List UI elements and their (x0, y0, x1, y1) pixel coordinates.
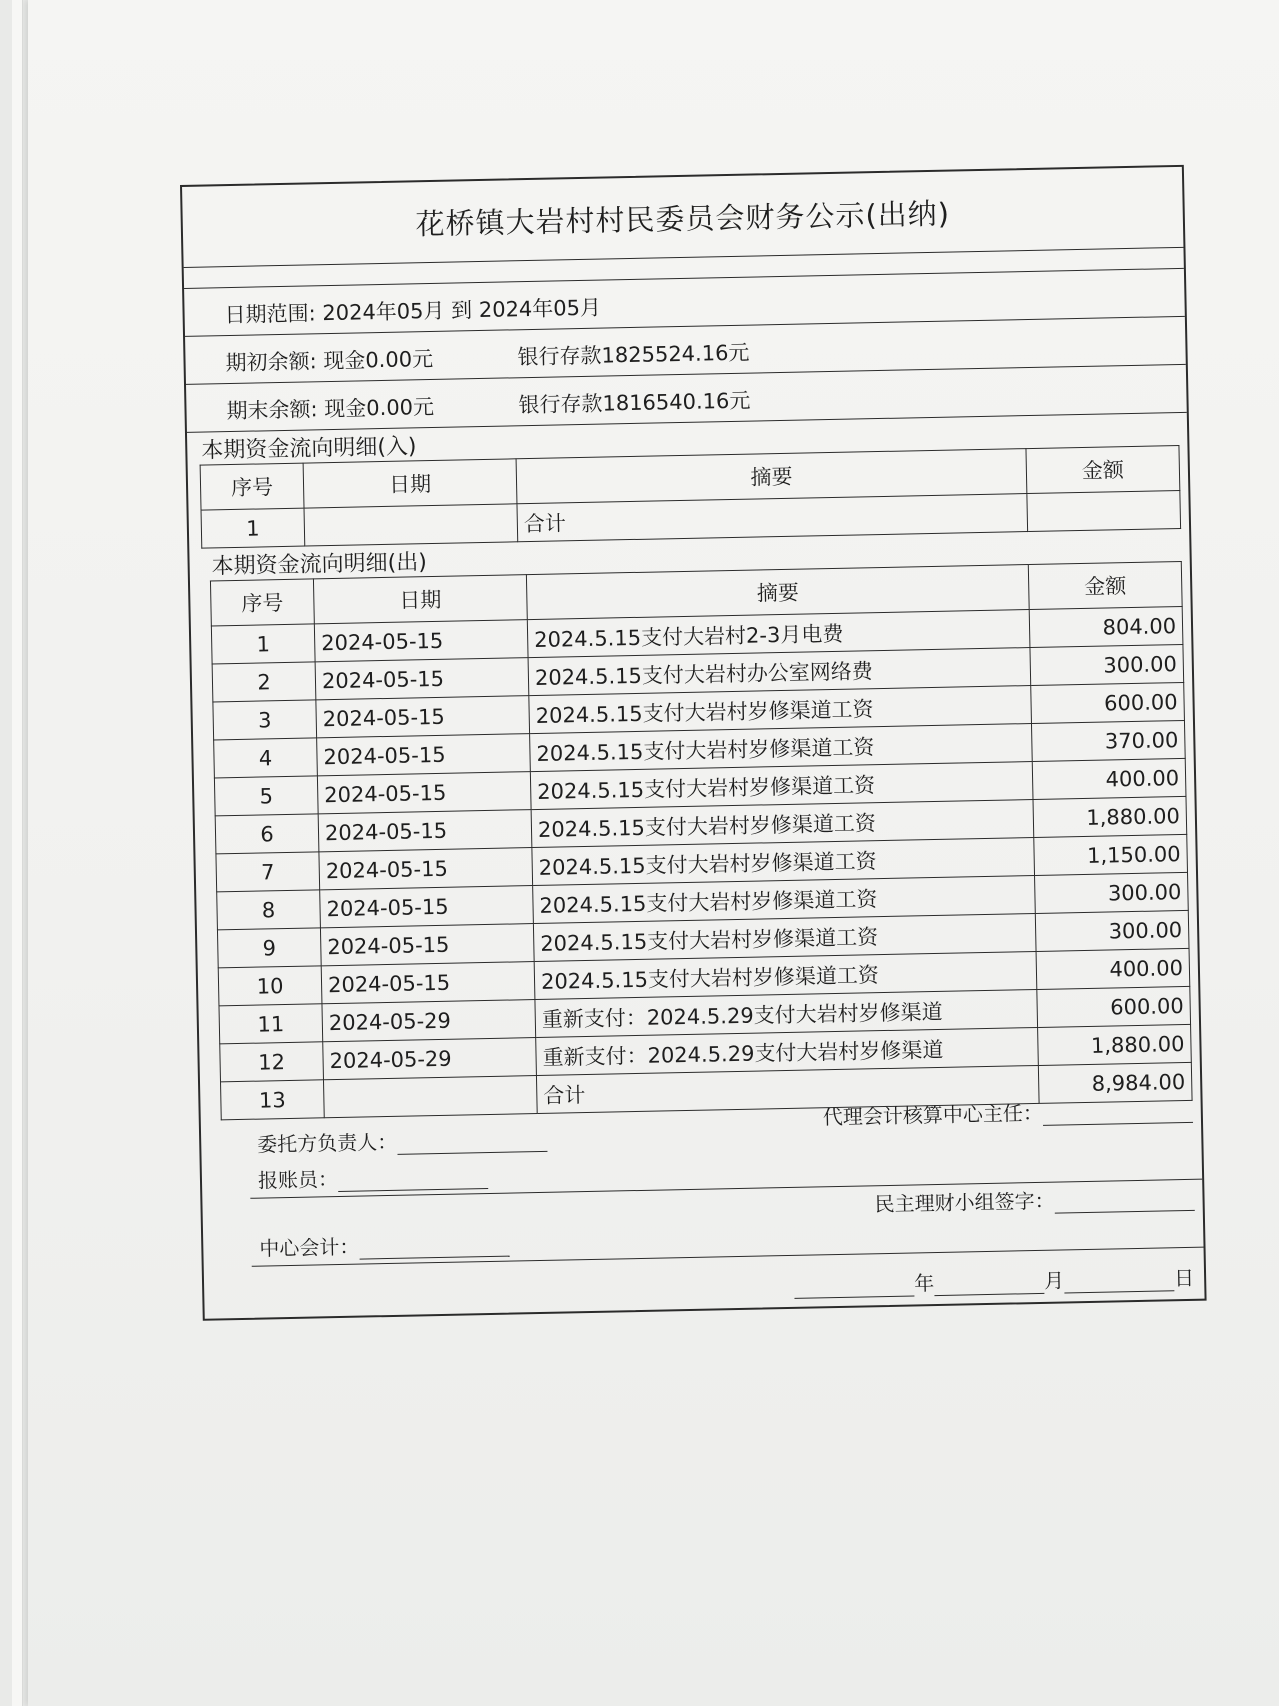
row-amount: 8,984.00 (1038, 1062, 1192, 1103)
row-amount: 300.00 (1035, 872, 1189, 913)
row-no: 9 (217, 928, 321, 968)
row-no: 13 (221, 1080, 325, 1120)
row-amount: 1,880.00 (1033, 796, 1187, 837)
row-amount: 300.00 (1035, 910, 1189, 951)
row-date (323, 1076, 537, 1118)
header-amount: 金额 (1028, 561, 1182, 609)
expense-table (210, 561, 1193, 1120)
row-date: 2024-05-15 (317, 772, 531, 814)
year-label: 年 (913, 1271, 935, 1296)
row-amount: 1,880.00 (1038, 1024, 1192, 1065)
row-summary: 重新支付：2024.5.29支付大岩村岁修渠道 (536, 1027, 1039, 1075)
row-amount: 804.00 (1029, 606, 1183, 647)
row-summary: 合计 (536, 1065, 1039, 1113)
row-date: 2024-05-15 (317, 734, 531, 776)
row-date (304, 504, 518, 546)
row-summary: 2024.5.15支付大岩村岁修渠道工资 (531, 800, 1034, 848)
row-no: 4 (214, 738, 318, 778)
row-date: 2024-05-29 (323, 1038, 537, 1080)
header-summary: 摘要 (516, 449, 1027, 504)
row-date: 2024-05-15 (316, 696, 530, 738)
year-line[interactable] (794, 1275, 914, 1298)
row-date: 2024-05-29 (322, 1000, 536, 1042)
signature-area (201, 1101, 1205, 1319)
row-amount: 400.00 (1032, 758, 1186, 799)
row-summary: 合计 (517, 494, 1028, 542)
row-no: 10 (218, 966, 322, 1006)
month-label: 月 (1043, 1268, 1065, 1293)
day-line[interactable] (1064, 1270, 1174, 1293)
reporter-signature-line[interactable] (338, 1168, 488, 1192)
row-amount: 1,150.00 (1034, 834, 1188, 875)
principal-label: 委托方负责人： (257, 1129, 398, 1157)
opening-cash: 期初余额: 现金0.00元 (225, 346, 434, 376)
row-amount: 600.00 (1037, 986, 1191, 1027)
header-amount: 金额 (1026, 446, 1180, 494)
row-no: 2 (212, 662, 316, 702)
row-summary: 2024.5.15支付大岩村岁修渠道工资 (533, 875, 1036, 923)
reporter-label: 报账员： (257, 1167, 339, 1193)
row-date: 2024-05-15 (320, 924, 534, 966)
row-summary: 2024.5.15支付大岩村岁修渠道工资 (534, 951, 1037, 999)
row-summary: 重新支付：2024.5.29支付大岩村岁修渠道 (535, 989, 1038, 1037)
expense-section-title: 本期资金流向明细(出) (211, 550, 428, 580)
header-date: 日期 (313, 575, 527, 624)
row-amount (1027, 490, 1181, 531)
underlying-sheet-edge (12, 0, 23, 1706)
center-director-label: 代理会计核算中心主任： (822, 1100, 1044, 1130)
finance-group-label: 民主理财小组签字： (874, 1188, 1055, 1217)
day-label: 日 (1173, 1265, 1195, 1291)
income-section-title: 本期资金流向明细(入) (201, 434, 417, 464)
row-no: 1 (201, 508, 305, 548)
row-no: 5 (214, 776, 318, 816)
row-date: 2024-05-15 (319, 848, 533, 890)
row-date: 2024-05-15 (314, 620, 528, 662)
closing-cash: 期末余额: 现金0.00元 (226, 394, 435, 424)
principal-signature-line[interactable] (397, 1131, 547, 1155)
center-accountant-label: 中心会计： (259, 1234, 360, 1261)
month-line[interactable] (934, 1273, 1044, 1296)
date-range: 日期范围: 2024年05月 到 2024年05月 (224, 295, 602, 328)
row-no: 8 (217, 890, 321, 930)
row-date: 2024-05-15 (320, 886, 534, 928)
row-amount: 600.00 (1031, 682, 1185, 723)
row-no: 12 (220, 1042, 324, 1082)
row-amount: 400.00 (1036, 948, 1190, 989)
form-title: 花桥镇大岩村村民委员会财务公示(出纳) (182, 167, 1183, 268)
opening-bank: 银行存款1825524.16元 (517, 340, 750, 370)
finance-group-signature-line[interactable] (1054, 1190, 1194, 1214)
row-no: 1 (211, 624, 315, 664)
header-date: 日期 (303, 459, 517, 508)
row-no: 6 (215, 814, 319, 854)
row-date: 2024-05-15 (315, 658, 529, 700)
row-summary: 2024.5.15支付大岩村岁修渠道工资 (530, 724, 1033, 772)
closing-bank: 银行存款1816540.16元 (518, 388, 751, 418)
header-summary: 摘要 (526, 565, 1029, 620)
row-summary: 2024.5.15支付大岩村办公室网络费 (528, 648, 1031, 696)
row-summary: 2024.5.15支付大岩村2-3月电费 (527, 610, 1030, 658)
row-summary: 2024.5.15支付大岩村岁修渠道工资 (529, 686, 1032, 734)
row-amount: 370.00 (1031, 720, 1185, 761)
center-accountant-signature-line[interactable] (359, 1236, 509, 1260)
row-summary: 2024.5.15支付大岩村岁修渠道工资 (533, 913, 1036, 961)
center-director-signature-line[interactable] (1043, 1102, 1193, 1126)
row-no: 3 (213, 700, 317, 740)
row-amount: 300.00 (1030, 644, 1184, 685)
header-no: 序号 (200, 463, 304, 510)
finance-disclosure-form (180, 165, 1207, 1321)
row-no: 11 (219, 1004, 323, 1044)
row-no: 7 (216, 852, 320, 892)
header-no: 序号 (210, 579, 314, 626)
row-date: 2024-05-15 (321, 962, 535, 1004)
row-date: 2024-05-15 (318, 810, 532, 852)
row-summary: 2024.5.15支付大岩村岁修渠道工资 (532, 837, 1035, 885)
row-summary: 2024.5.15支付大岩村岁修渠道工资 (530, 762, 1033, 810)
